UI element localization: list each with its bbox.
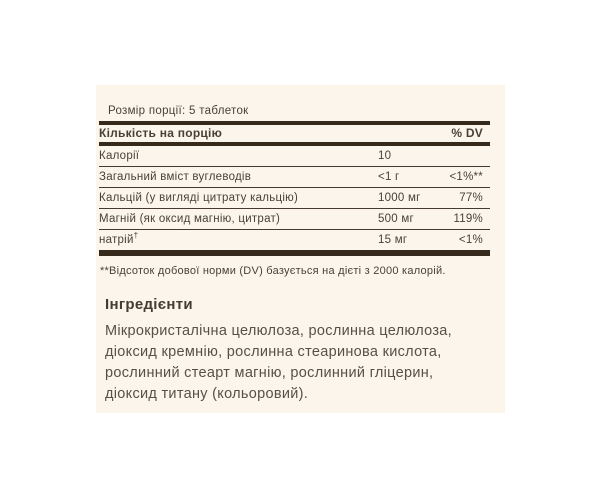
dv-header: % DV [451, 126, 483, 140]
table-row [99, 146, 490, 167]
nutrient-amount: <1 г [378, 171, 400, 183]
nutrient-dv: <1% [458, 234, 483, 246]
nutrient-dv: <1%** [449, 171, 483, 183]
table-header-row [99, 125, 490, 142]
footnote-dagger-mark: † [133, 231, 139, 241]
table-row [99, 167, 490, 188]
nutrient-label: Магній (як оксид магнію, цитрат) [99, 213, 281, 225]
nutrient-amount: 1000 мг [378, 192, 421, 204]
serving-size-text: Розмір порції: 5 таблеток [108, 105, 249, 117]
nutrient-label: Кальцій (у вигляді цитрату кальцію) [99, 192, 299, 204]
daily-value-footnote: **Відсоток добової норми (DV) базується на дієті з 2000 калорій. [100, 265, 446, 277]
nutrient-amount: 10 [378, 150, 392, 162]
nutrition-table [99, 121, 490, 256]
nutrient-amount: 500 мг [378, 213, 414, 225]
nutrient-label: Загальний вміст вуглеводів [99, 171, 252, 183]
table-row [99, 209, 490, 230]
nutrient-dv: 119% [453, 213, 483, 225]
nutrient-label: натрій† [99, 231, 139, 246]
nutrient-amount: 15 мг [378, 234, 408, 246]
table-row [99, 230, 490, 250]
nutrient-dv: 77% [459, 192, 483, 204]
table-row [99, 188, 490, 209]
amount-per-serving-header: Кількість на порцію [99, 126, 223, 140]
nutrient-label: Калорії [99, 150, 140, 162]
divider-bar-bottom [99, 250, 490, 256]
supplement-facts-panel [96, 85, 505, 413]
ingredients-text: Мікрокристалічна целюлоза, рослинна целюлоза, діоксид кремнію, рослинна стеаринова кислота, рослинний стеарт магнію, рослинний гліцерин, діоксид титану (кольоровий). [105, 323, 452, 402]
ingredients-heading: Інгредієнти [105, 296, 193, 313]
